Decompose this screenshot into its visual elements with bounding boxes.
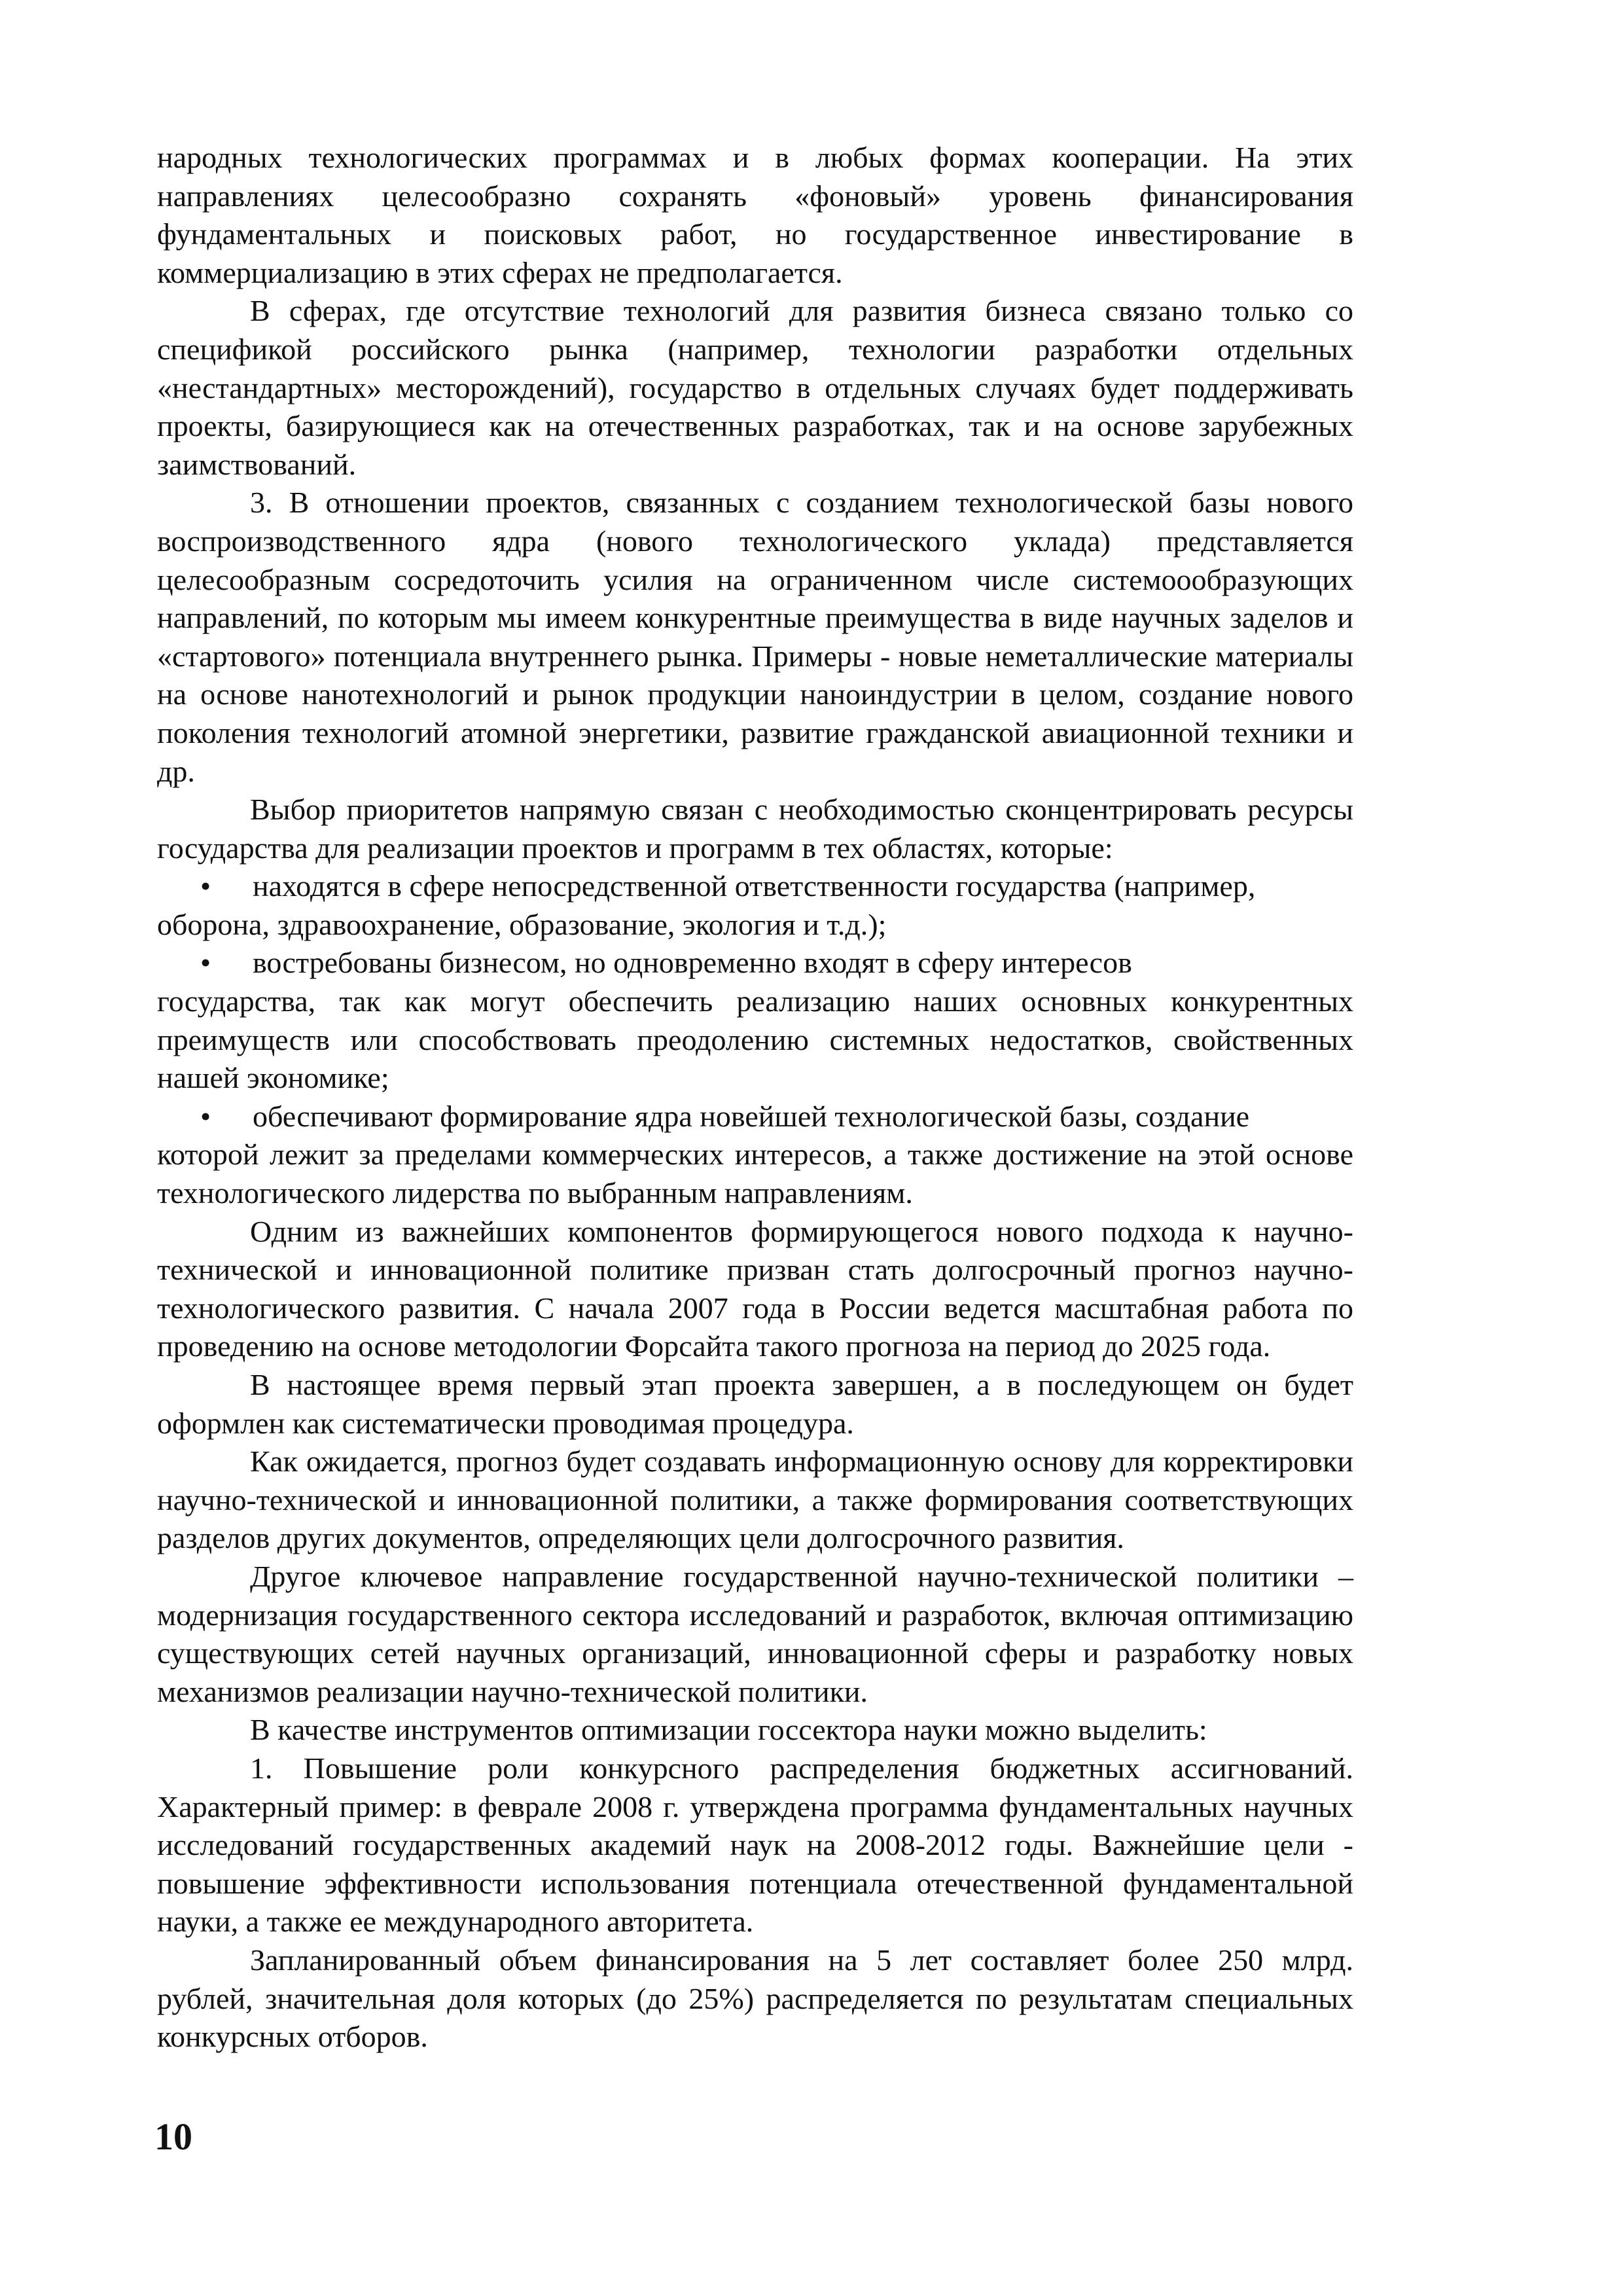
bullet-text-rest: государства, так как могут обеспечить реализацию наших основных конкурентных преимуществ или способствовать преодолению системных недостатков, свойственных нашей экономике; [157,984,1353,1095]
paragraph-forecast: Одним из важнейших компонентов формирующегося нового подхода к научно-технической и инновационной политике призван стать долгосрочный прогноз научно-технологического развития. С начала 2007 года в России ведется масштабная работа по проведению на основе методологии Форсайта такого прогноза на период до 2025 года. [157,1214,1353,1363]
bullet-icon: • [200,869,211,903]
bullet-text-first: находятся в сфере непосредственной ответственности государства (например, [253,869,1256,903]
paragraph-priorities: Выбор приоритетов напрямую связан с необходимостью сконцентрировать ресурсы государства для реализации проектов и программ в тех областях, которые: [157,793,1353,865]
paragraph-modernization: Другое ключевое направление государственной научно-технической политики – модернизация государственного сектора исследований и разработок, включая оптимизацию существующих сетей научных организаций, инновационной сферы и разработку новых механизмов реализации научно-технической политики. [157,1559,1353,1708]
paragraph-expected: Как ожидается, прогноз будет создавать информационную основу для корректировки научно-технической и инновационной политики, а также формирования соответствующих разделов других документов, определяющих цели долгосрочного развития. [157,1444,1353,1555]
paragraph-first-stage: В настоящее время первый этап проекта завершен, а в последующем он будет оформлен как систематически проводимая процедура. [157,1368,1353,1440]
bullet-icon: • [200,1099,211,1133]
bullet-item-3 [157,1098,1353,1213]
bullet-line-first [157,1098,1353,1136]
paragraph-instruments: В качестве инструментов оптимизации госсектора науки можно выделить: [250,1713,1207,1747]
bullet-text-first: востребованы бизнесом, но одновременно входят в сферу интересов [253,946,1132,980]
paragraph-specific-market: В сферах, где отсутствие технологий для развития бизнеса связано только со спецификой российского рынка (например, технологии разработки отдельных «нестандартных» месторождений), государство в отдельных случаях будет поддерживать проекты, базирующиеся как на отечественных разработках, так и на основе зарубежных заимствований. [157,294,1353,481]
bullet-item-1 [157,867,1353,944]
bullet-text-first: обеспечивают формирование ядра новейшей технологической базы, создание [253,1099,1250,1133]
bullet-text-rest: которой лежит за пределами коммерческих интересов, а также достижение на этой основе технологического лидерства по выбранным направлениям. [157,1138,1353,1210]
bullet-line-first [157,867,1353,906]
paragraph-point-1: 1. Повышение роли конкурсного распределения бюджетных ассигнований. Характерный пример: в феврале 2008 г. утверждена программа фундаментальных научных исследований государственных академий наук на 2008-2012 годы. Важнейшие цели - повышение эффективности использования потенциала отечественной фундаментальной науки, а также ее международного авторитета. [157,1751,1353,1939]
bullet-line-first [157,944,1353,982]
paragraph-continuation: народных технологических программах и в любых формах кооперации. На этих направлениях целесообразно сохранять «фоновый» уровень финансирования фундаментальных и поисковых работ, но государственное инвестирование в коммерциализацию в этих сферах не предполагается. [157,141,1353,289]
bullet-item-2 [157,944,1353,1097]
body-text [157,139,1353,2056]
paragraph-financing: Запланированный объем финансирования на 5 лет составляет более 250 млрд. рублей, значительная доля которых (до 25%) распределяется по результатам специальных конкурсных отборов. [157,1943,1353,2054]
paragraph-point-3: 3. В отношении проектов, связанных с созданием технологической базы нового воспроизводственного ядра (нового технологического уклада) представляется целесообразным сосредоточить усилия на ограниченном числе системоообразующих направлений, по которым мы имеем конкурентные преимущества в виде научных заделов и «стартового» потенциала внутреннего рынка. Примеры - новые неметаллические материалы на основе нанотехнологий и рынок продукции наноиндустрии в целом, создание нового поколения технологий атомной энергетики, развитие гражданской авиационной техники и др. [157,486,1353,788]
bullet-icon: • [200,946,211,980]
page-number: 10 [154,2115,192,2158]
bullet-text-rest: оборона, здравоохранение, образование, экология и т.д.); [157,907,887,941]
